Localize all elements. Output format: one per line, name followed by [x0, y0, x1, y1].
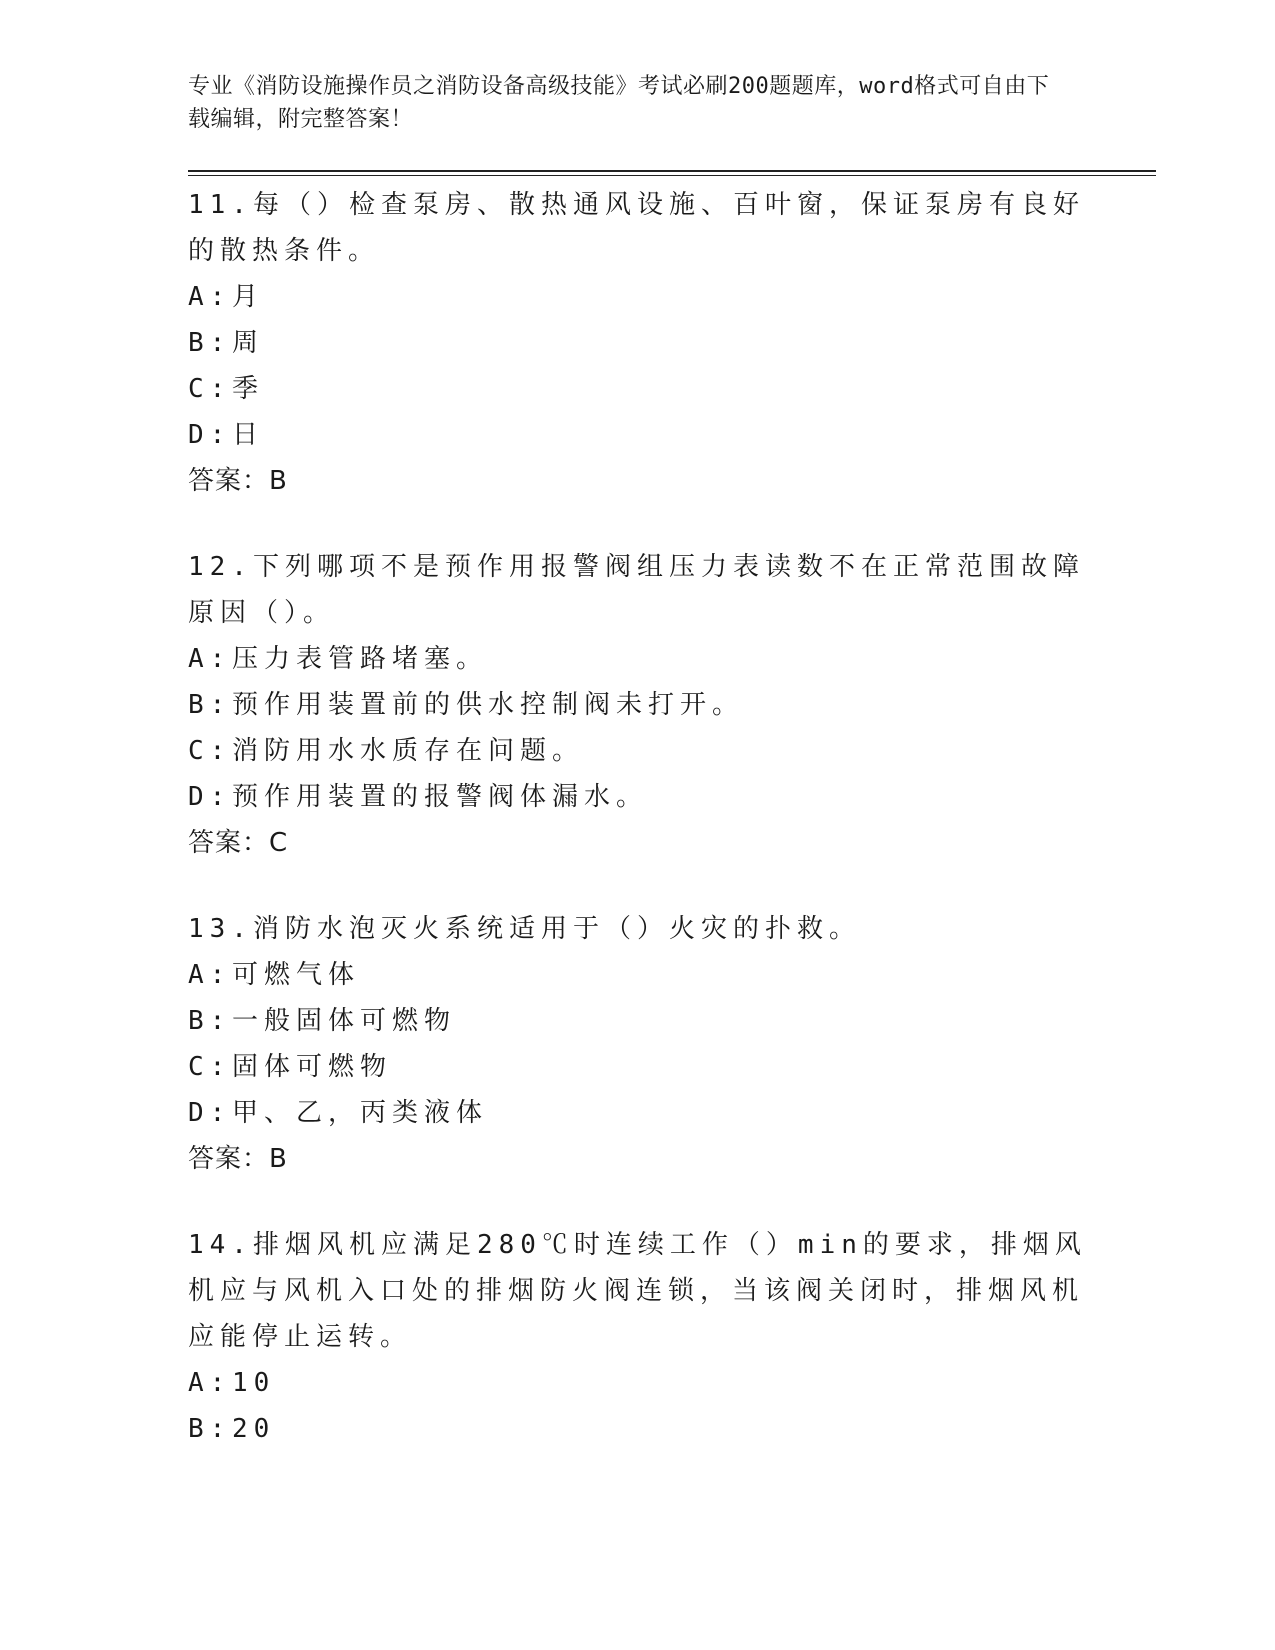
option-text: 压力表管路堵塞。: [232, 644, 489, 674]
option-key: A:: [188, 960, 232, 990]
option-text: 季: [232, 374, 265, 404]
option-b: [188, 682, 1158, 728]
option-a: [188, 274, 1158, 320]
option-text: 预作用装置的报警阀体漏水。: [232, 782, 649, 812]
answer-line: 答案：C: [188, 828, 289, 858]
question-item: [188, 906, 1158, 1182]
option-c: [188, 1044, 1158, 1090]
option-key: B:: [188, 328, 232, 358]
option-key: B:: [188, 1006, 232, 1036]
option-d: [188, 774, 1158, 820]
option-key: C:: [188, 1052, 232, 1082]
option-c: [188, 728, 1158, 774]
option-key: A:: [188, 644, 232, 674]
answer-line: 答案：B: [188, 1144, 288, 1174]
question-item: [188, 544, 1158, 866]
option-key: C:: [188, 736, 232, 766]
option-text: 20: [232, 1414, 276, 1444]
option-a: [188, 952, 1158, 998]
option-key: A:: [188, 282, 232, 312]
option-text: 10: [232, 1368, 276, 1398]
option-text: 预作用装置前的供水控制阀未打开。: [232, 690, 745, 720]
question-stem: 11.每（）检查泵房、散热通风设施、百叶窗，保证泵房有良好的散热条件。: [188, 190, 1085, 266]
question-item: [188, 182, 1158, 504]
option-key: D:: [188, 420, 232, 450]
header-divider: [188, 170, 1156, 176]
option-c: [188, 366, 1158, 412]
option-text: 消防用水水质存在问题。: [232, 736, 585, 766]
question-stem: 12.下列哪项不是预作用报警阀组压力表读数不在正常范围故障原因（）。: [188, 552, 1085, 628]
question-stem: 14.排烟风机应满足280℃时连续工作（）min的要求，排烟风机应与风机入口处的排烟防火阀连锁，当该阀关闭时，排烟风机应能停止运转。: [188, 1230, 1087, 1352]
option-key: D:: [188, 1098, 232, 1128]
question-item: [188, 1222, 1158, 1452]
option-text: 一般固体可燃物: [232, 1006, 457, 1036]
option-text: 月: [232, 282, 265, 312]
option-a: [188, 1360, 1158, 1406]
option-b: [188, 998, 1158, 1044]
document-page: [188, 70, 1158, 1492]
question-stem: 13.消防水泡灭火系统适用于（）火灾的扑救。: [188, 914, 861, 944]
option-key: B:: [188, 1414, 232, 1444]
option-text: 固体可燃物: [232, 1052, 393, 1082]
option-key: B:: [188, 690, 232, 720]
option-text: 日: [232, 420, 265, 450]
option-d: [188, 412, 1158, 458]
option-text: 可燃气体: [232, 960, 361, 990]
answer-line: 答案：B: [188, 466, 288, 496]
option-a: [188, 636, 1158, 682]
option-text: 甲、乙，丙类液体: [232, 1098, 489, 1128]
option-d: [188, 1090, 1158, 1136]
option-text: 周: [232, 328, 265, 358]
option-key: A:: [188, 1368, 232, 1398]
option-b: [188, 320, 1158, 366]
option-key: C:: [188, 374, 232, 404]
question-list: [188, 182, 1158, 1452]
option-key: D:: [188, 782, 232, 812]
option-b: [188, 1406, 1158, 1452]
document-header: 专业《消防设施操作员之消防设备高级技能》考试必刷200题题库，word格式可自由下载编辑，附完整答案！: [188, 74, 1050, 132]
